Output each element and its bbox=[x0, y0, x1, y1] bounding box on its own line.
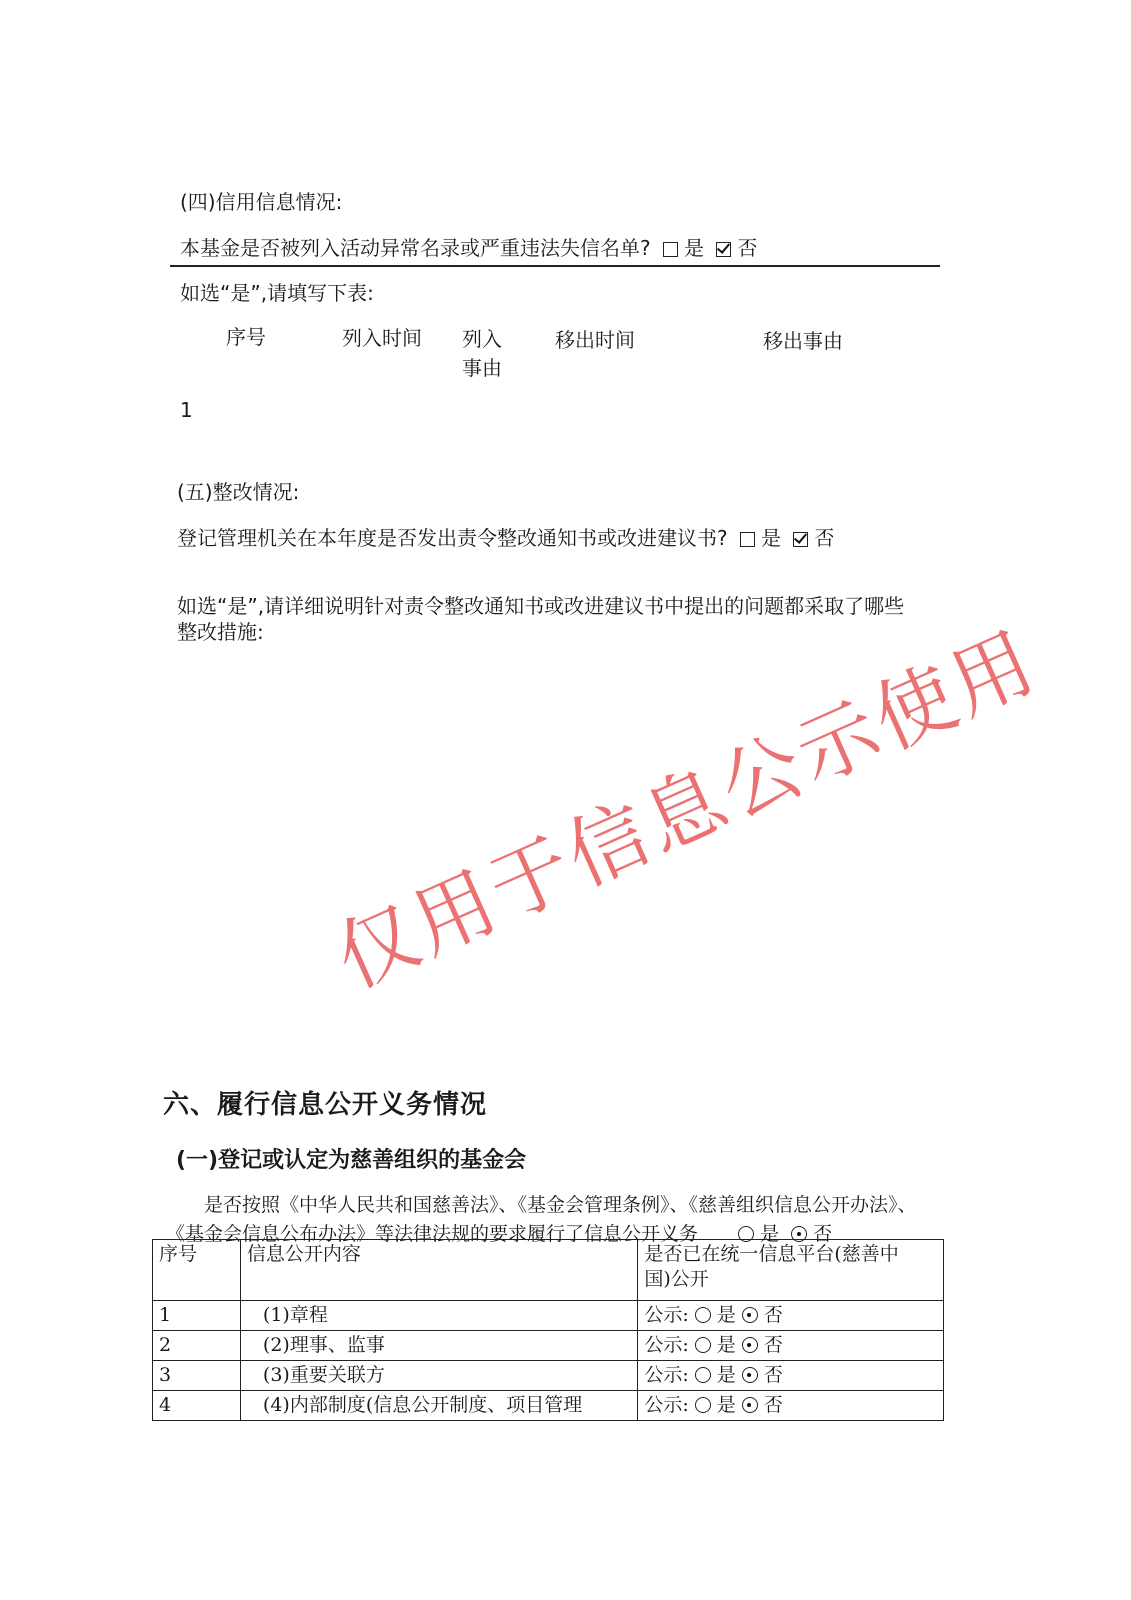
rectify-yes-label: 是 bbox=[760, 526, 781, 550]
section6-sub-heading: (一)登记或认定为慈善组织的基金会 bbox=[176, 1148, 527, 1173]
row-status bbox=[638, 1361, 944, 1391]
credit-col-out-time: 移出时间 bbox=[555, 328, 635, 352]
credit-yes-checkbox[interactable] bbox=[663, 242, 678, 257]
section6-heading: 六、履行信息公开义务情况 bbox=[163, 1090, 488, 1120]
row-status bbox=[638, 1331, 944, 1361]
credit-row-no: 1 bbox=[180, 398, 193, 422]
credit-section-title: (四)信用信息情况: bbox=[180, 190, 343, 214]
rectify-note-line1: 如选“是”,请详细说明针对责令整改通知书或改进建议书中提出的问题都采取了哪些 bbox=[177, 594, 905, 618]
status-yes-label: 是 bbox=[716, 1334, 736, 1356]
credit-question-line bbox=[180, 236, 757, 260]
rectify-question: 登记管理机关在本年度是否发出责令整改通知书或改进建议书? bbox=[177, 526, 728, 550]
credit-underline bbox=[170, 265, 940, 267]
status-yes-radio[interactable] bbox=[695, 1397, 711, 1413]
header-content: 信息公开内容 bbox=[240, 1240, 637, 1301]
status-label: 公示: bbox=[644, 1364, 689, 1386]
header-no: 序号 bbox=[153, 1240, 241, 1301]
watermark-stamp: 仅用于信息公示使用 bbox=[322, 613, 1051, 1007]
rectify-yes-checkbox[interactable] bbox=[740, 532, 755, 547]
section6-para-line2: 《基金会信息公布办法》等法律法规的要求履行了信息公开义务 bbox=[166, 1223, 699, 1245]
rectify-note-line2: 整改措施: bbox=[177, 620, 264, 644]
credit-fill-note: 如选“是”,请填写下表: bbox=[180, 281, 374, 305]
header-platform-line1: 是否已在统一信息平台(慈善中 bbox=[644, 1243, 899, 1265]
credit-col-in-reason-2: 事由 bbox=[462, 356, 502, 380]
credit-col-in-reason-1: 列入 bbox=[462, 327, 502, 351]
rectify-no-label: 否 bbox=[814, 526, 835, 550]
status-no-radio[interactable] bbox=[742, 1307, 758, 1323]
credit-yes-label: 是 bbox=[683, 236, 704, 260]
credit-col-in-time: 列入时间 bbox=[342, 326, 422, 350]
status-no-radio[interactable] bbox=[742, 1367, 758, 1383]
section6-para-line1: 是否按照《中华人民共和国慈善法》、《基金会管理条例》、《慈善组织信息公开办法》、 bbox=[204, 1194, 917, 1216]
row-no: 2 bbox=[153, 1331, 241, 1361]
status-yes-radio[interactable] bbox=[695, 1307, 711, 1323]
row-content: (4)内部制度(信息公开制度、项目管理 bbox=[240, 1391, 637, 1421]
credit-col-no: 序号 bbox=[226, 325, 266, 349]
status-no-radio[interactable] bbox=[742, 1397, 758, 1413]
row-content: (3)重要关联方 bbox=[240, 1361, 637, 1391]
status-no-radio[interactable] bbox=[742, 1337, 758, 1353]
status-no-label: 否 bbox=[763, 1334, 783, 1356]
status-yes-radio[interactable] bbox=[695, 1337, 711, 1353]
table-row bbox=[153, 1331, 944, 1361]
header-platform bbox=[638, 1240, 944, 1301]
status-yes-label: 是 bbox=[716, 1394, 736, 1416]
status-label: 公示: bbox=[644, 1394, 689, 1416]
disclosure-table bbox=[152, 1239, 944, 1421]
credit-question: 本基金是否被列入活动异常名录或严重违法失信名单? bbox=[180, 236, 651, 260]
table-header-row bbox=[153, 1240, 944, 1301]
table-row bbox=[153, 1391, 944, 1421]
status-label: 公示: bbox=[644, 1304, 689, 1326]
credit-no-checkbox[interactable] bbox=[716, 242, 731, 257]
status-no-label: 否 bbox=[763, 1304, 783, 1326]
row-no: 1 bbox=[153, 1301, 241, 1331]
status-yes-label: 是 bbox=[716, 1304, 736, 1326]
status-yes-label: 是 bbox=[716, 1364, 736, 1386]
status-label: 公示: bbox=[644, 1334, 689, 1356]
rectify-section-title: (五)整改情况: bbox=[177, 480, 300, 504]
row-status bbox=[638, 1391, 944, 1421]
rectify-question-line bbox=[177, 526, 834, 550]
rectify-no-checkbox[interactable] bbox=[793, 532, 808, 547]
section6-yes-label: 是 bbox=[760, 1223, 780, 1245]
credit-no-label: 否 bbox=[737, 236, 758, 260]
status-yes-radio[interactable] bbox=[695, 1367, 711, 1383]
row-no: 4 bbox=[153, 1391, 241, 1421]
status-no-label: 否 bbox=[763, 1394, 783, 1416]
section6-no-label: 否 bbox=[813, 1223, 833, 1245]
table-row bbox=[153, 1301, 944, 1331]
credit-col-out-reason: 移出事由 bbox=[763, 329, 843, 353]
row-status bbox=[638, 1301, 944, 1331]
header-platform-line2: 国)公开 bbox=[644, 1268, 709, 1290]
row-content: (2)理事、监事 bbox=[240, 1331, 637, 1361]
table-row bbox=[153, 1361, 944, 1391]
row-content: (1)章程 bbox=[240, 1301, 637, 1331]
status-no-label: 否 bbox=[763, 1364, 783, 1386]
row-no: 3 bbox=[153, 1361, 241, 1391]
